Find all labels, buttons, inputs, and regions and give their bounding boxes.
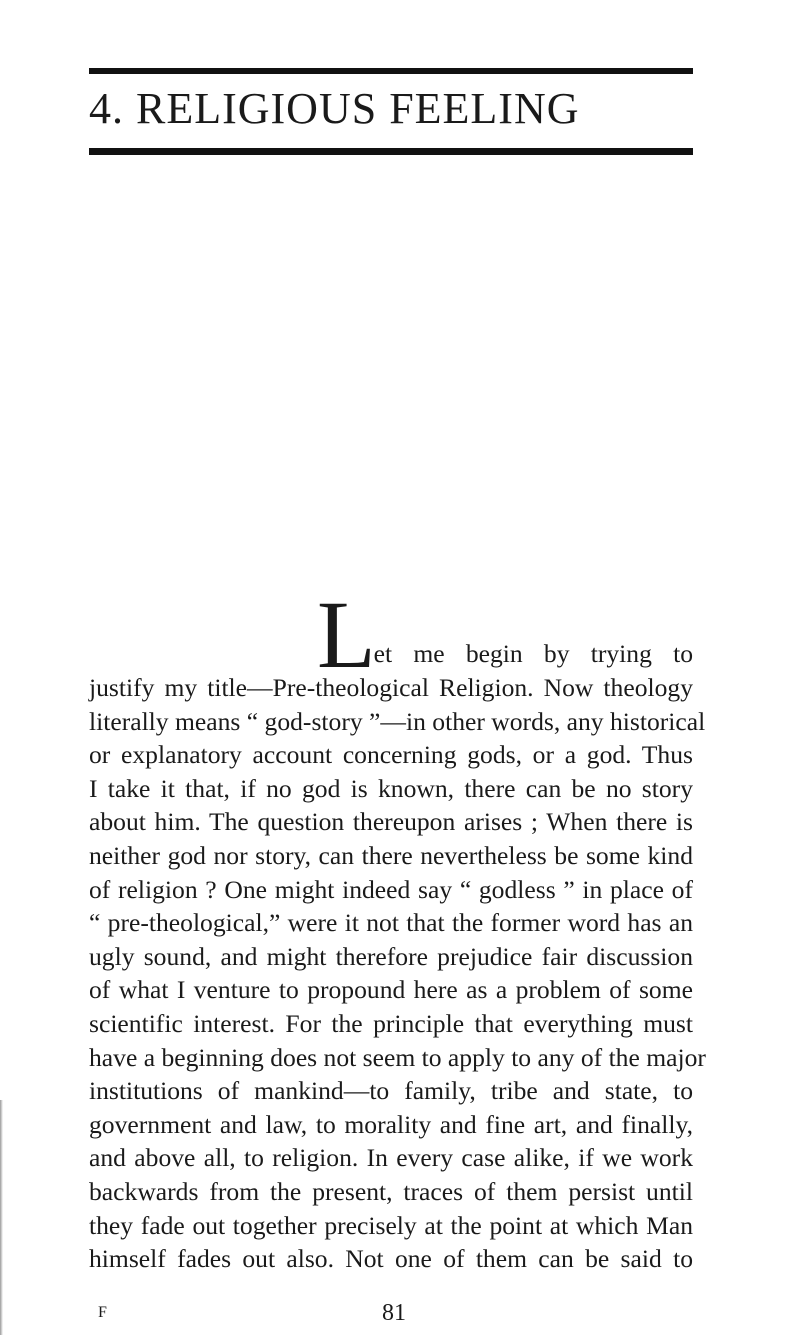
- first-line-text: et me begin by trying to: [373, 639, 693, 669]
- text-line: and above all, to religion. In every case alike, if we work: [89, 1143, 693, 1173]
- text-line: of what I venture to propound here as a problem of some: [89, 975, 693, 1005]
- heading-bottom-rule: [89, 148, 693, 155]
- drop-cap: L: [317, 581, 376, 688]
- text-line: neither god nor story, can there nevertheless be some kind: [89, 840, 693, 870]
- text-line: have a beginning does not seem to apply to any of the major: [89, 1042, 706, 1072]
- text-line: or explanatory account concerning gods, or a god. Thus: [89, 740, 693, 770]
- text-line: literally means “ god-story ”—in other words, any historical: [89, 706, 706, 736]
- signature-mark: F: [98, 1304, 108, 1321]
- text-line: about him. The question thereupon arises ; When there is: [89, 807, 693, 837]
- text-line: of religion ? One might indeed say “ godless ” in place of: [89, 874, 693, 904]
- page-number: 81: [382, 1300, 406, 1326]
- page-footer: [0, 1300, 800, 1334]
- text-line: justify my title—Pre-theological Religion. Now theology: [89, 673, 693, 702]
- text-line: himself fades out also. Not one of them can be said to: [89, 1244, 693, 1274]
- text-line: scientific interest. For the principle that everything must: [89, 1008, 693, 1038]
- heading-top-rule: [89, 68, 693, 74]
- chapter-heading: 4. RELIGIOUS FEELING: [89, 84, 580, 133]
- text-line: I take it that, if no god is known, there can be no story: [89, 773, 693, 803]
- text-line: government and law, to morality and fine art, and finally,: [89, 1109, 693, 1139]
- text-line: they fade out together precisely at the point at which Man: [89, 1210, 693, 1240]
- gutter-shadow: [0, 1100, 3, 1335]
- text-line: backwards from the present, traces of them persist until: [89, 1176, 693, 1206]
- body-paragraph: [89, 581, 706, 1276]
- text-line: ugly sound, and might therefore prejudice fair discussion: [89, 941, 693, 971]
- text-line: “ pre-theological,” were it not that the former word has an: [89, 908, 693, 938]
- text-line: institutions of mankind—to family, tribe and state, to: [89, 1076, 693, 1106]
